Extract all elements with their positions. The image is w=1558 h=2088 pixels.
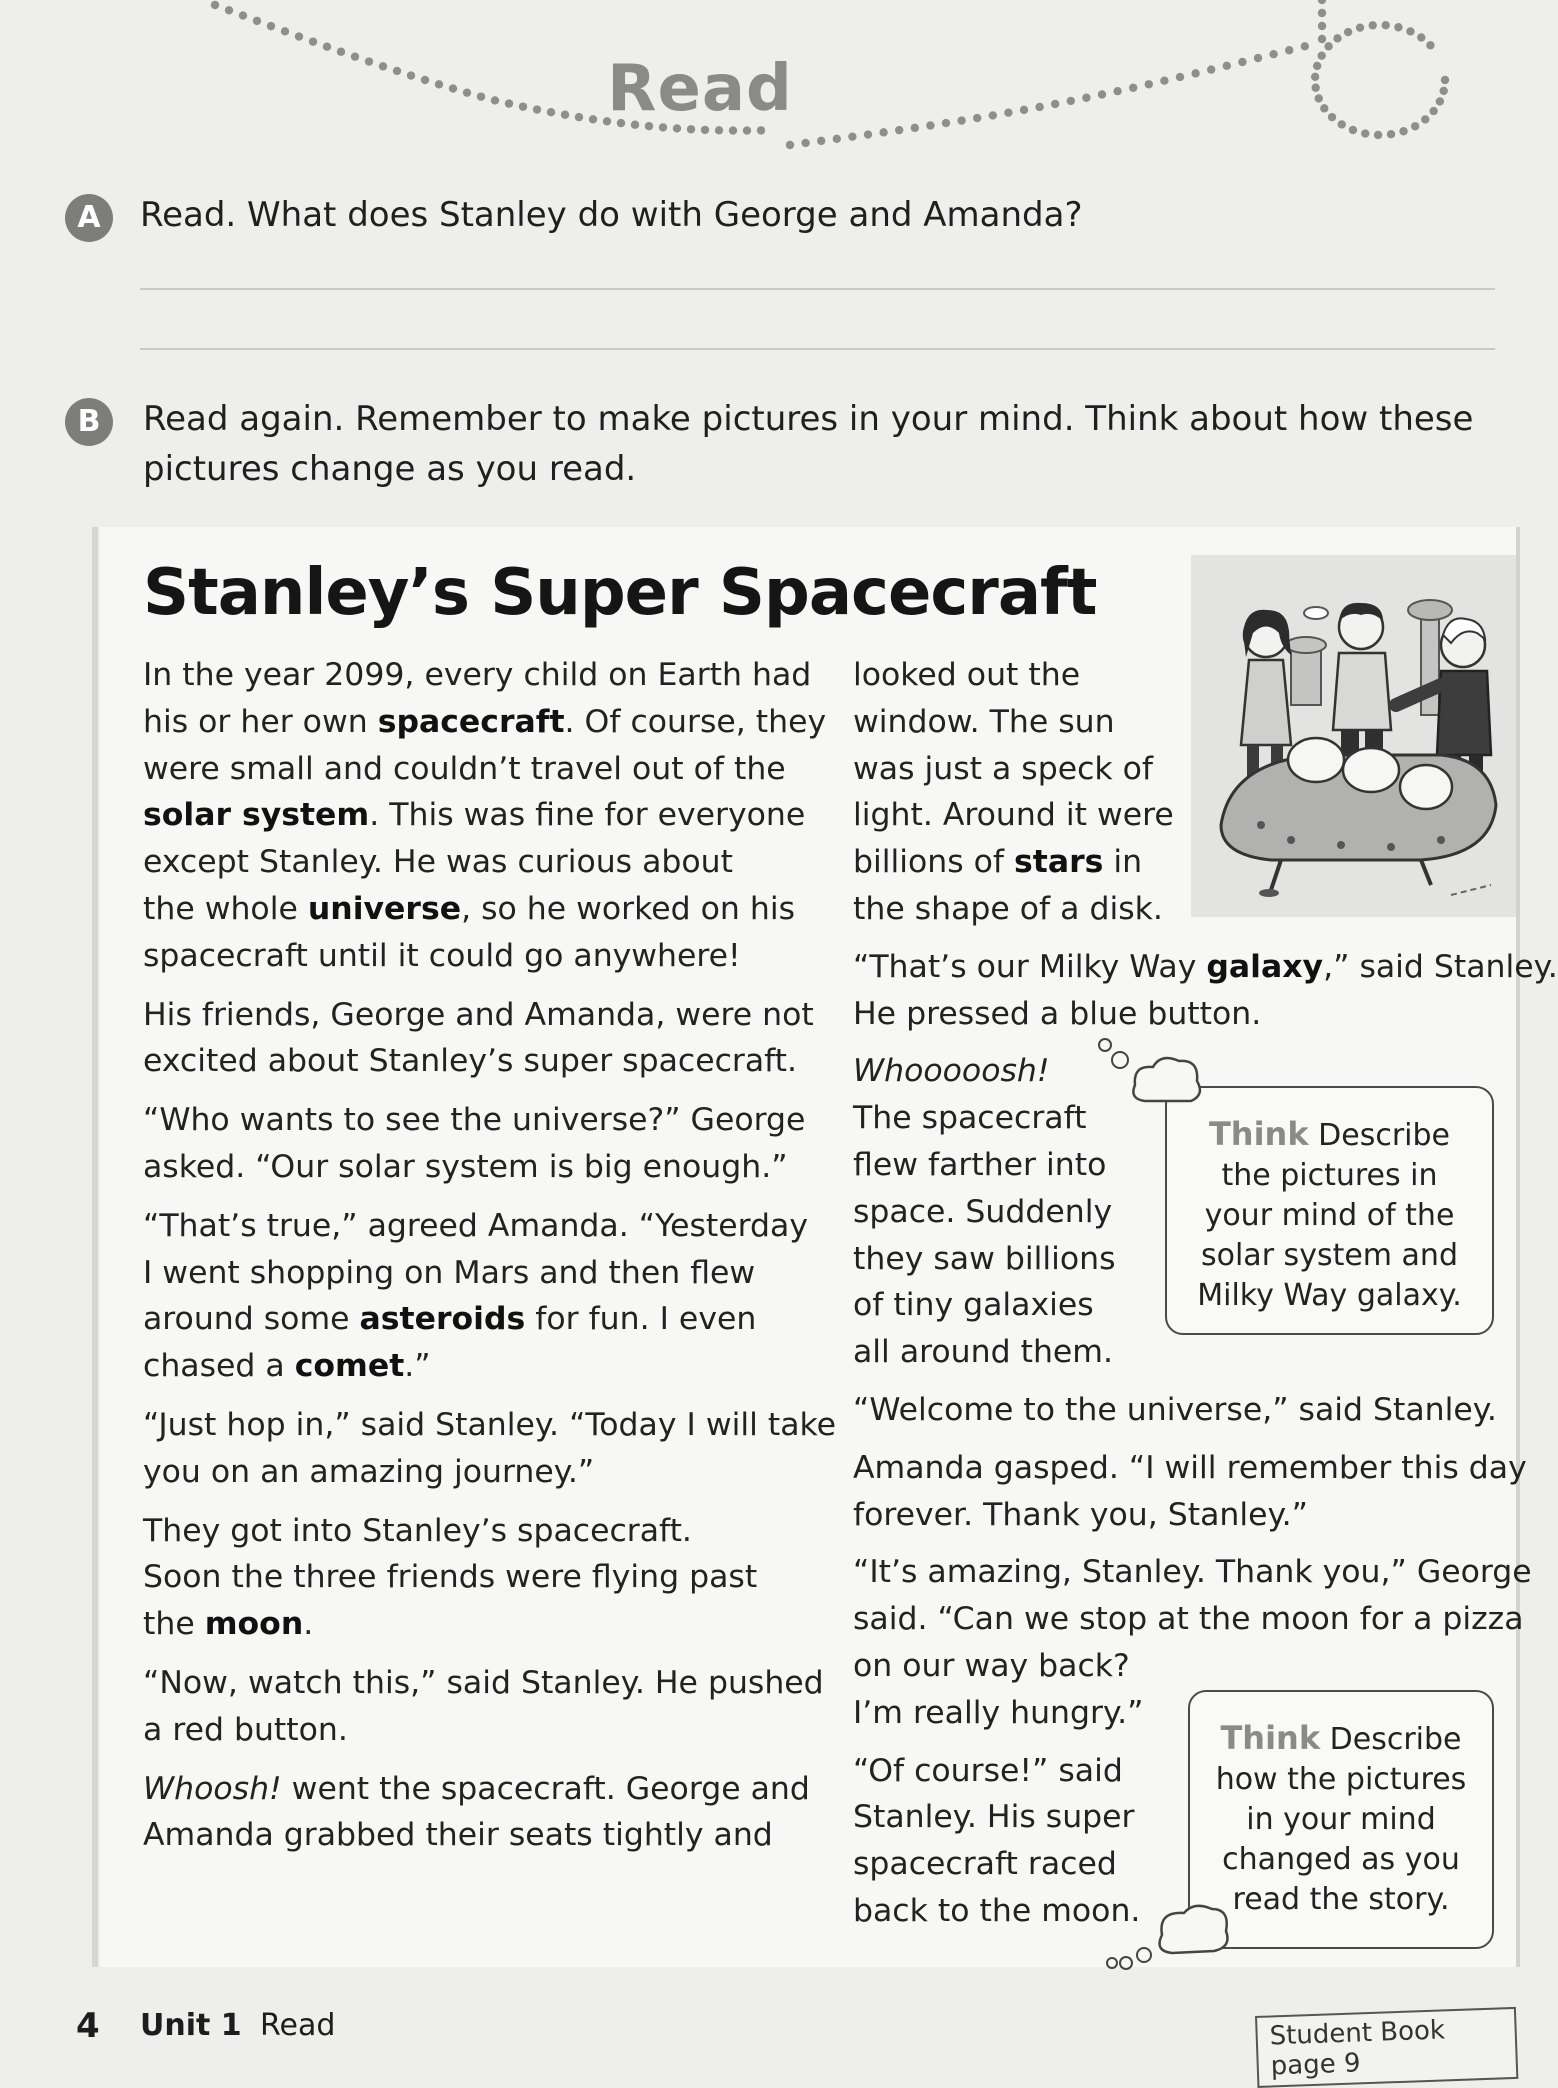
decor-dot [1238,58,1246,66]
vocab-word: galaxy [1206,948,1324,985]
decor-dot [505,99,513,107]
story-text: of tiny galaxies [853,1287,1094,1324]
decor-dot [1020,106,1028,114]
story-text: was just a speck of [853,750,1154,787]
story-text: . Of course, they [564,703,827,740]
story-paragraph [143,1203,836,1390]
decor-dot [1318,51,1326,59]
decor-dot [1406,27,1414,35]
decor-dot [1394,23,1402,31]
story-line [143,1296,836,1343]
decor-dot [1324,42,1332,50]
story-line [143,1250,836,1297]
question-b-line-1: Read again. Remember to make pictures in your mind. Think about how these [143,399,1474,439]
decor-dot [379,62,387,70]
question-b-line-2: pictures change as you read. [143,449,637,489]
decor-dot [435,80,443,88]
story-line [143,1144,836,1191]
decor-dot [1311,73,1319,81]
decor-dot [701,126,709,134]
story-text: light. Around it were [853,797,1174,834]
decor-dot [1051,100,1059,108]
decor-dot [1313,62,1321,70]
story-left-column [143,652,836,1859]
decor-dot [848,132,856,140]
story-line [143,1601,836,1648]
story-line [143,839,836,886]
story-text: were small and couldn’t travel out of the [143,750,786,787]
decor-dot [1411,122,1419,130]
story-text: the shape of a disk. [853,890,1163,927]
story-text: ,” said Stanley. [1323,948,1558,985]
story-line [853,1492,1558,1539]
think-text-line: read the story. [1232,1882,1450,1917]
think-text-line: the pictures in [1221,1158,1438,1193]
decor-dot [519,102,527,110]
story-text: billions of [853,844,1015,881]
story-line [143,1812,836,1859]
decor-dot [491,96,499,104]
story-line [143,1343,836,1390]
story-line [143,886,836,933]
story-text: space. Suddenly [853,1193,1113,1230]
decor-dot [864,130,872,138]
vocab-word: universe [307,890,462,927]
story-text: The spacecraft [853,1100,1087,1137]
story-text: “That’s our Milky Way [853,948,1207,985]
story-text: In the year 2099, every child on Earth had [143,657,812,693]
story-text: I’m really hungry.” [853,1694,1144,1731]
decor-dot [393,67,401,75]
story-line [853,991,1558,1038]
decor-dot [1311,84,1319,92]
story-text: flew farther into [853,1146,1107,1183]
decor-dot [1436,97,1444,105]
think-text-line: how the pictures [1215,1762,1467,1797]
decor-dot [687,125,695,133]
decor-dot [211,1,219,9]
decor-dot [973,114,981,122]
decor-dot [743,126,751,134]
story-line [143,1508,836,1555]
decor-dot [1320,104,1328,112]
decor-dot [1333,34,1341,42]
story-text: the whole [143,890,308,927]
question-a-badge: A [65,194,113,242]
decor-dot [1254,54,1262,62]
page-title: Read [607,52,793,126]
vocab-word: solar system [143,797,370,834]
story-line [853,1643,1558,1690]
story-text: Stanley. His super [853,1799,1135,1836]
think-word: Think [1208,1115,1309,1153]
story-text: window. The sun [853,703,1115,740]
decor-dot [1285,46,1293,54]
decor-dot [1129,84,1137,92]
story-line [143,1449,836,1496]
story-line [853,1445,1558,1492]
story-text: Whoosh! [143,1770,282,1807]
story-text: chased a [143,1348,295,1385]
story-text: , so he worked on his [461,890,796,927]
story-text: back to the moon. [853,1892,1141,1929]
panel-shadow-edge [92,527,98,1967]
decor-dot [1361,129,1369,137]
decor-dot [309,37,317,45]
decor-dot [1441,76,1449,84]
decor-dot [1381,21,1389,29]
story-text: “Of course!” said [853,1752,1123,1789]
question-b-badge: B [65,398,113,446]
decor-dot [1004,108,1012,116]
student-book-reference: Student Book page 9 [1255,2007,1518,2088]
spacecraft-illustration [1191,555,1516,917]
decor-dot [1067,97,1075,105]
question-a-text: Read. What does Stanley do with George and Amanda? [140,195,1083,235]
decor-dot [267,22,275,30]
story-text: Whooooosh! [853,1053,1050,1090]
think-text-line: in your mind [1246,1802,1436,1837]
decor-dot [1176,73,1184,81]
think-text-line: Describe [1329,1722,1462,1757]
decor-dot [1207,65,1215,73]
decor-dot [989,111,997,119]
decor-dot [1356,23,1364,31]
decor-dot [1082,94,1090,102]
decor-dot [449,84,457,92]
thought-bubble-icon [1095,1035,1215,1115]
vocab-word: asteroids [359,1301,526,1338]
decor-dot [715,126,723,134]
think-text-line: Milky Way galaxy. [1197,1278,1462,1313]
decor-dot [1426,41,1434,49]
decor-dot [407,71,415,79]
story-paragraph [853,944,1558,1038]
decor-dot [1369,21,1377,29]
decor-dot [1417,33,1425,41]
decor-dot [729,126,737,134]
page-number: 4 [76,2006,100,2046]
story-text: looked out the [853,657,1081,693]
story-text: said. “Can we stop at the moon for a pizza [853,1601,1524,1638]
decor-dot [1387,130,1395,138]
story-text: all around them. [853,1334,1113,1371]
decor-dot [253,17,261,25]
story-text: Soon the three friends were flying past [143,1559,758,1596]
story-line [853,1387,1558,1434]
vocab-word: spacecraft [377,703,565,740]
decor-dot [926,121,934,129]
illustration-children-spacecraft [1191,555,1516,917]
story-text: spacecraft raced [853,1846,1117,1883]
story-text: His friends, George and Amanda, were not [143,996,814,1033]
decor-dot [1429,107,1437,115]
story-paragraph [143,1508,836,1648]
story-text: went the spacecraft. George and [281,1770,810,1807]
think-text-line: solar system and [1200,1238,1458,1273]
story-text: around some [143,1301,360,1338]
story-line [143,1097,836,1144]
decor-dot [833,135,841,143]
story-text: for fun. I even [525,1301,757,1338]
story-text: except Stanley. He was curious about [143,844,733,881]
section-label: Read [260,2008,336,2043]
decor-dot [1098,90,1106,98]
decor-dot [1338,120,1346,128]
story-paragraph [143,992,836,1086]
decor-dot [1315,94,1323,102]
story-text: “Who wants to see the universe?” George [143,1102,806,1139]
decor-dot [281,27,289,35]
decor-dot [323,43,331,51]
story-line [143,1554,836,1601]
story-text: you on an amazing journey.” [143,1453,595,1490]
decor-dot [757,126,765,134]
think-text-line: Describe [1318,1118,1451,1153]
story-text: spacecraft until it could go anywhere! [143,937,741,974]
vocab-word: moon [204,1606,304,1643]
decor-dot [957,116,965,124]
decor-dot [1301,42,1309,50]
story-text: his or her own [143,703,378,740]
story-text: they saw billions [853,1240,1116,1277]
story-paragraph [143,1660,836,1754]
story-line [143,1660,836,1707]
story-line [143,1038,836,1085]
decor-dot [1318,0,1326,4]
story-line [853,1549,1558,1596]
story-title: Stanley’s Super Spacecraft [143,556,1097,630]
decor-dot [1399,127,1407,135]
answer-line-1[interactable] [140,288,1495,290]
story-text: “Now, watch this,” said Stanley. He pushed [143,1664,824,1701]
decor-dot [365,57,373,65]
decor-dot [942,119,950,127]
decor-dot [1223,62,1231,70]
decor-dot [351,52,359,60]
vocab-word: stars [1014,844,1104,881]
decor-dot [1269,50,1277,58]
story-text: a red button. [143,1711,348,1748]
think-box-1 [1165,1086,1494,1335]
decor-dot [817,137,825,145]
decor-dot [1344,28,1352,36]
story-paragraph [143,1402,836,1496]
story-paragraph [853,1387,1558,1434]
decor-dot [1113,87,1121,95]
story-text: Amanda gasped. “I will remember this day [853,1449,1527,1486]
decor-dot [421,76,429,84]
decor-dot [1440,87,1448,95]
story-text: He pressed a blue button. [853,995,1262,1032]
decor-dot [1374,131,1382,139]
story-line [143,1707,836,1754]
story-text: They got into Stanley’s spacecraft. [143,1512,692,1549]
story-text: in [1103,844,1143,881]
story-line [143,1402,836,1449]
thought-bubble-icon [1098,1895,1238,1975]
story-paragraph [143,1766,836,1860]
story-text: asked. “Our solar system is big enough.” [143,1148,788,1185]
story-paragraph [853,1445,1558,1539]
decor-dot [1349,126,1357,134]
decor-dot [337,48,345,56]
story-text: I went shopping on Mars and then flew [143,1254,756,1291]
think-word: Think [1220,1719,1321,1757]
decor-dot [225,6,233,14]
story-line [853,944,1558,991]
decor-dot [239,11,247,19]
decor-dot [1318,22,1326,30]
story-text: . [303,1606,314,1643]
story-text: “Just hop in,” said Stanley. “Today I will take [143,1406,836,1443]
story-text: “Welcome to the universe,” said Stanley. [853,1391,1497,1428]
story-text: the [143,1606,205,1643]
decor-dot [879,128,887,136]
decor-dot [1318,9,1326,17]
answer-line-2[interactable] [140,348,1495,350]
decor-dot [895,126,903,134]
story-line [143,792,836,839]
decor-dot [295,32,303,40]
vocab-word: comet [294,1348,405,1385]
decor-dot [786,141,794,149]
unit-label: Unit 1 [140,2008,242,2043]
story-line [143,699,836,746]
decor-dot [1160,77,1168,85]
story-text: Amanda grabbed their seats tightly and [143,1817,773,1854]
decor-dot [801,139,809,147]
decor-dot [533,105,541,113]
story-line [143,652,836,699]
story-line [143,933,836,980]
story-paragraph [143,652,836,980]
think-text-line: changed as you [1222,1842,1460,1877]
decor-dot [477,92,485,100]
story-text: forever. Thank you, Stanley.” [853,1496,1308,1533]
story-text: “That’s true,” agreed Amanda. “Yesterday [143,1207,808,1244]
story-text: excited about Stanley’s super spacecraft. [143,1043,798,1080]
story-line [853,1329,1558,1376]
story-text: . This was fine for everyone [369,797,806,834]
decor-dot [463,88,471,96]
story-line [143,1766,836,1813]
decor-dot [547,108,555,116]
decor-dot [1318,35,1326,43]
story-line [143,746,836,793]
story-text: .” [404,1348,431,1385]
decor-dot [1421,115,1429,123]
decor-dot [911,124,919,132]
decor-dot [1328,113,1336,121]
story-text: “It’s amazing, Stanley. Thank you,” George [853,1554,1532,1591]
decor-dot [1191,69,1199,77]
story-line [853,1596,1558,1643]
story-line [143,1203,836,1250]
story-text: on our way back? [853,1647,1130,1684]
decor-dot [1145,80,1153,88]
story-line [143,992,836,1039]
story-paragraph [143,1097,836,1191]
think-text-line: your mind of the [1204,1198,1455,1233]
decor-dot [1035,103,1043,111]
